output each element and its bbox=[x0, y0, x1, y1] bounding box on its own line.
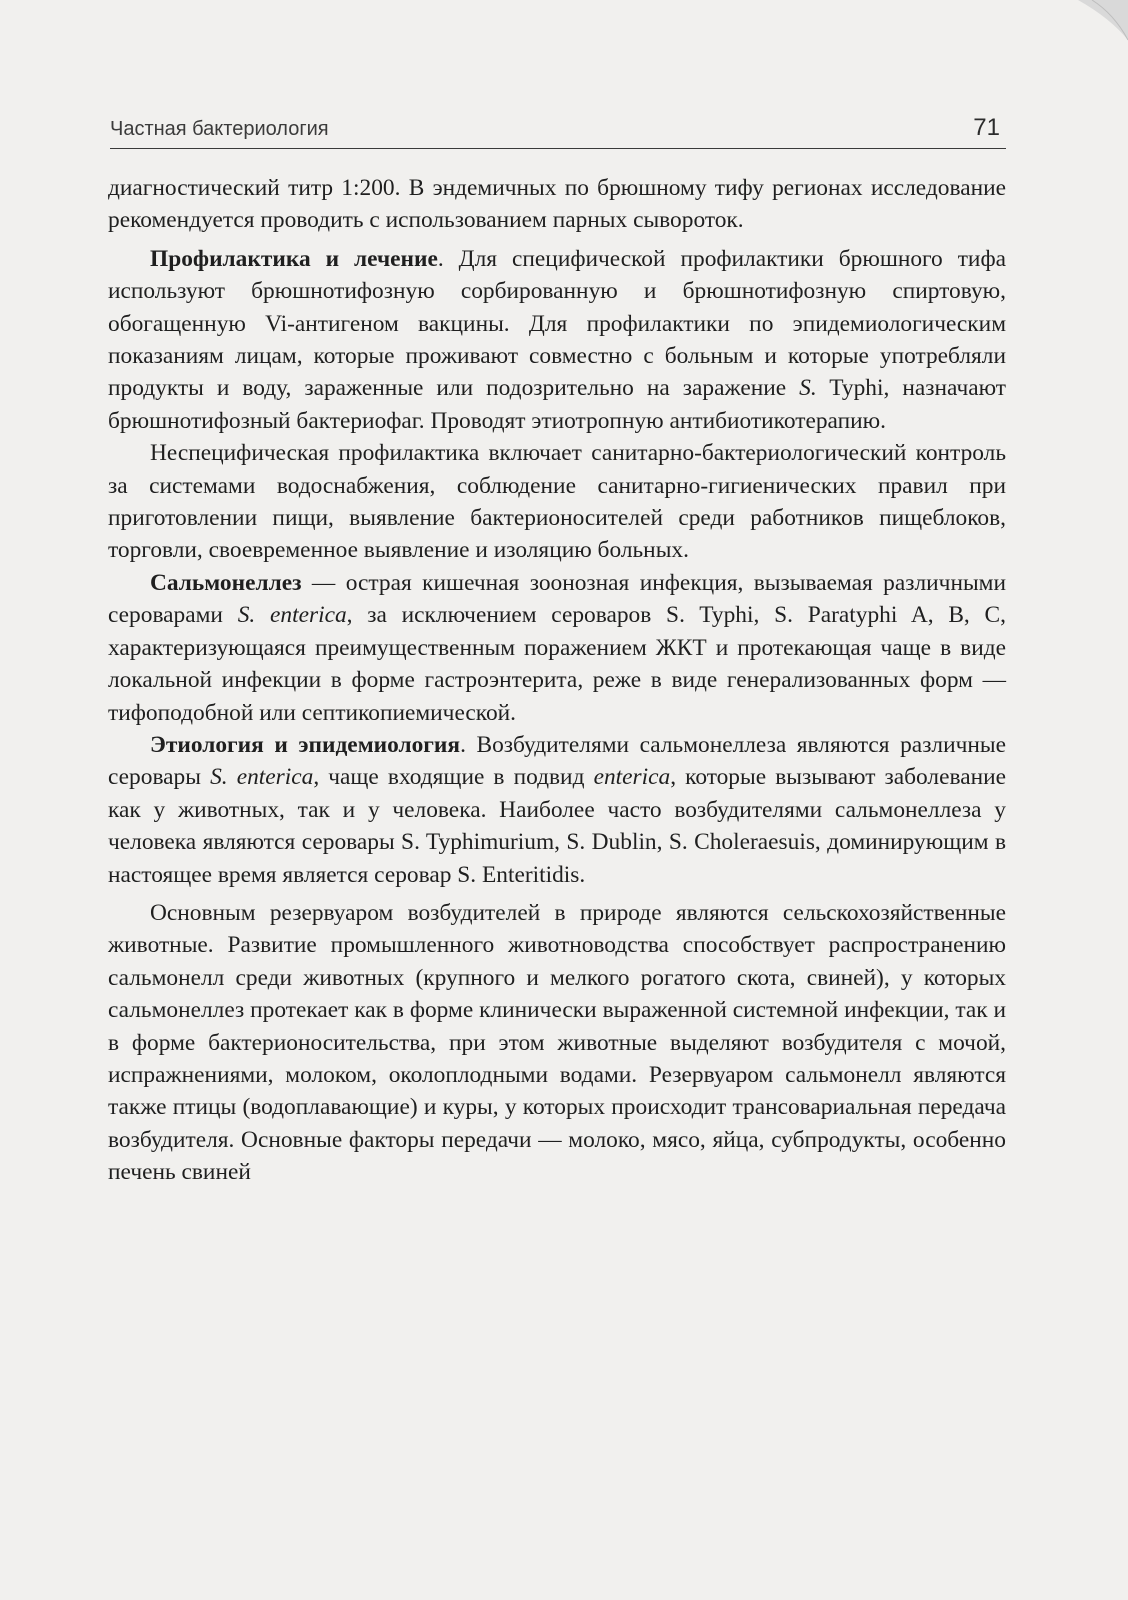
running-head bbox=[110, 112, 1006, 146]
paragraph-text: Основным резервуаром возбудителей в природе являются сельскохозяйственные животные. Развитие промышленного животноводства способствует распространению сальмонелл среди животных (крупного и мелкого рогатого скота, свиней), у которых сальмонеллез протекает как в форме клинически выраженной системной инфекции, так и в форме бактерионосительства, при этом животные выделяют возбудителя с мочой, испражнениями, молоком, околоплодными водами. Резервуаром сальмонелл являются также птицы (водоплавающие) и куры, у которых происходит трансовариальная передача возбудителя. Основные факторы передачи — молоко, мясо, яйца, субпродукты, особенно печень свиней bbox=[108, 899, 1006, 1186]
paragraph-etiology-epidemiology bbox=[108, 729, 1006, 891]
paragraph-text: . Возбудителями сальмонеллеза являются различные серовары bbox=[108, 731, 1006, 791]
species-name: S. bbox=[799, 375, 817, 402]
paragraph-salmonellosis-definition bbox=[108, 567, 1006, 729]
paragraph-text: , за исключением сероваров S. Typhi, S. Paratyphi A, B, C, характеризующаяся преимущественным поражением ЖКТ и протекающая чаще в виде локальной инфекции в форме гастроэнтерита, реже в виде генерализованных форм — тифоподобной или септикопиемической. bbox=[108, 602, 1006, 726]
paragraph-text: Неспецифическая профилактика включает санитарно-бактериологический контроль за системами водоснабжения, соблюдение санитарно-гигиенических правил при приготовлении пищи, выявление бактерионосителей среди работников пищеблоков, торговли, своевременное выявление и изоляцию больных. bbox=[108, 440, 1006, 564]
species-name: S. enterica bbox=[237, 602, 347, 629]
section-term-etiology: Этиология и эпидемиология bbox=[150, 731, 461, 758]
page-number: 71 bbox=[973, 114, 1000, 141]
body-text bbox=[108, 172, 1006, 1189]
paragraph-text: диагностический титр 1:200. В эндемичных по брюшному тифу регионах исследование рекомендуется проводить с использованием парных сывороток. bbox=[108, 175, 1006, 234]
running-head-title: Частная бактериология bbox=[110, 118, 329, 140]
subspecies-name: enterica bbox=[593, 764, 671, 791]
paragraph-reservoir bbox=[108, 897, 1006, 1189]
section-term-salmonellosis: Сальмонеллез bbox=[150, 569, 302, 596]
section-term-prevention: Профилактика и лечение bbox=[150, 245, 438, 272]
paragraph-text: . Для специфической профилактики брюшного тифа используют брюшнотифозную сорбированную и брюшнотифозную спиртовую, обогащенную Vi-антигеном вакцины. Для профилактики по эпидемиологическим показаниям лицам, которые проживают совместно с больным и которые употребляли продукты и воду, зараженные или подозрительно на заражение bbox=[108, 245, 1006, 402]
paragraph-titer-continuation bbox=[108, 172, 1006, 237]
paragraph-nonspecific-prevention bbox=[108, 437, 1006, 567]
paragraph-text: Typhi, назначают брюшнотифозный бактериофаг. Проводят этиотропную антибиотикотерапию. bbox=[108, 375, 1006, 434]
page-corner-shadow bbox=[1048, 0, 1128, 50]
paragraph-text: , чаще входящие в подвид bbox=[313, 764, 594, 791]
species-name: S. enterica bbox=[210, 764, 314, 791]
paragraph-text: — острая кишечная зоонозная инфекция, вызываемая различными сероварами bbox=[108, 569, 1006, 629]
paragraph-text: , которые вызывают заболевание как у животных, так и у человека. Наиболее часто возбудителями сальмонеллеза у человека являются серовары S. Typhimurium, S. Dublin, S. Choleraesuis, доминирующим в настоящее время является серовар S. Enteritidis. bbox=[108, 764, 1006, 888]
paragraph-prevention-treatment bbox=[108, 243, 1006, 437]
header-rule bbox=[110, 148, 1006, 149]
